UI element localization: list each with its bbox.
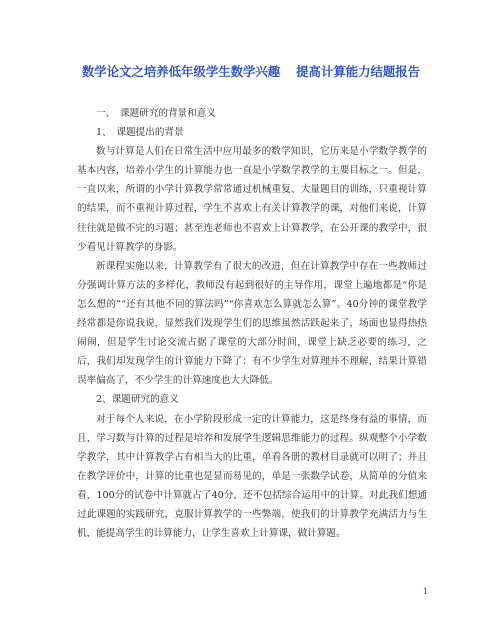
document-title — [40, 62, 462, 80]
subsection-2-heading: 2、课题研究的意义 — [96, 394, 179, 406]
page-number: 1 — [422, 587, 428, 596]
document-body — [77, 104, 427, 543]
paragraph-3: 对于每个人来说，在小学阶段形成一定的计算能力，这是终身有益的事情，而且，学习数与计算的过程是培养和发展学生逻辑思维能力的过程。纵观整个小学数学教学，其中计算教学占有相当大的比重，单看各册的教材目录就可以明了；并且在教学评价中，计算的比重也是显而易见的，单是一张数学试卷，从简单的分值来看，100分的试卷中计算就占了40分，还不包括综合运用中的计算。对此我们想通过此课题的实践研究，克服计算教学的一些弊端，使我们的计算教学充满活力与生机，能提高学生的计算能力，让学生喜欢上计算课，做计算题。 — [77, 413, 427, 540]
paragraph-1: 数与计算是人们在日常生活中应用最多的数学知识，它历来是小学数学教学的基本内容，培养小学生的计算能力也一直是小学数学教学的主要目标之一。但是，一直以来，所谓的小学计算教学常常通过机械重复、大量题目的训练，只重视计算的结果，而不重视计算过程，学生不喜欢上有关计算教学的课，对他们来说，计算往往就是做不完的习题；甚至连老师也不喜欢上计算教学，在公开课的教学中，很少看见计算教学的身影。 — [77, 146, 427, 253]
section-1-heading: 一、 课题研究的背景和意义 — [96, 108, 216, 119]
title-part-2: 提高计算能力结题报告 — [296, 64, 421, 79]
paragraph-2: 新课程实施以来，计算教学有了很大的改进，但在计算教学中存在一些教师过分强调计算方法的多样化，教师没有起到很好的主导作用，课堂上遍地都是“你是怎么想的”“还有其他不同的算法吗”“你喜欢怎么算就怎么算”。40分钟的课堂教学经常都是你说我说，显然我们发现学生们的思维虽然活跃起来了，场面也显得热热闹闹，但是学生讨论交流占据了课堂的大部分时间，课堂上缺乏必要的练习，之后，我们却发现学生的计算能力下降了：有不少学生对算理并不理解，结果计算错误率偏高了，不少学生的计算速度也大大降低。 — [77, 260, 427, 387]
subsection-1-heading: 1、 课题提出的背景 — [96, 127, 184, 139]
title-part-1: 数学论文之培养低年级学生数学兴趣 — [81, 64, 281, 79]
